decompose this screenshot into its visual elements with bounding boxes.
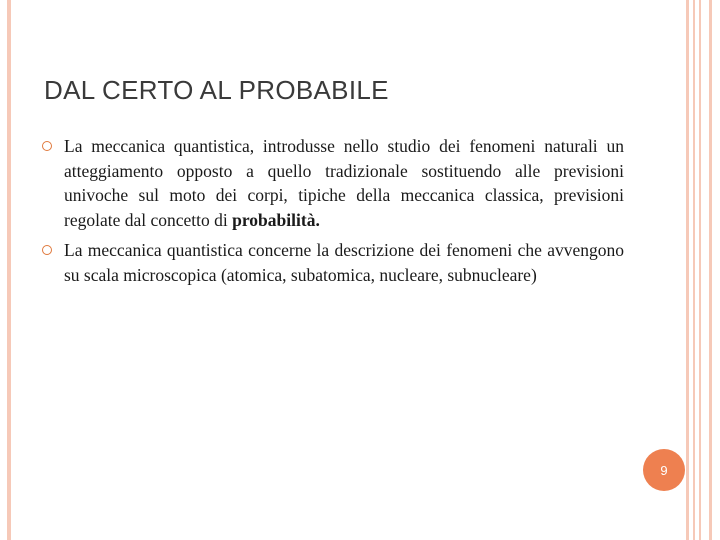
hollow-circle-bullet-icon (42, 141, 52, 151)
hollow-circle-bullet-icon (42, 245, 52, 255)
left-border-decoration (7, 0, 11, 540)
right-border-inner-decoration (693, 0, 701, 540)
bullet-item (40, 238, 624, 287)
bullet-list (40, 134, 624, 293)
bullet-emphasis: probabilità. (232, 209, 320, 230)
bullet-text: La meccanica quantistica concerne la descrizione dei fenomeni che avvengono su scala microscopica (atomica, subatomica, nucleare, subnucleare) (64, 240, 624, 285)
slide-title: DAL CERTO AL PROBABILE (44, 75, 389, 105)
page-number-badge: 9 (643, 449, 685, 491)
bullet-item (40, 134, 624, 232)
bullet-text: La meccanica quantistica, introdusse nello studio dei fenomeni naturali un atteggiamento opposto a quello tradizionale sostituendo alle previsioni univoche sul moto dei corpi, tipiche della meccanica classica, previsioni regolate dal concetto di (64, 136, 624, 230)
